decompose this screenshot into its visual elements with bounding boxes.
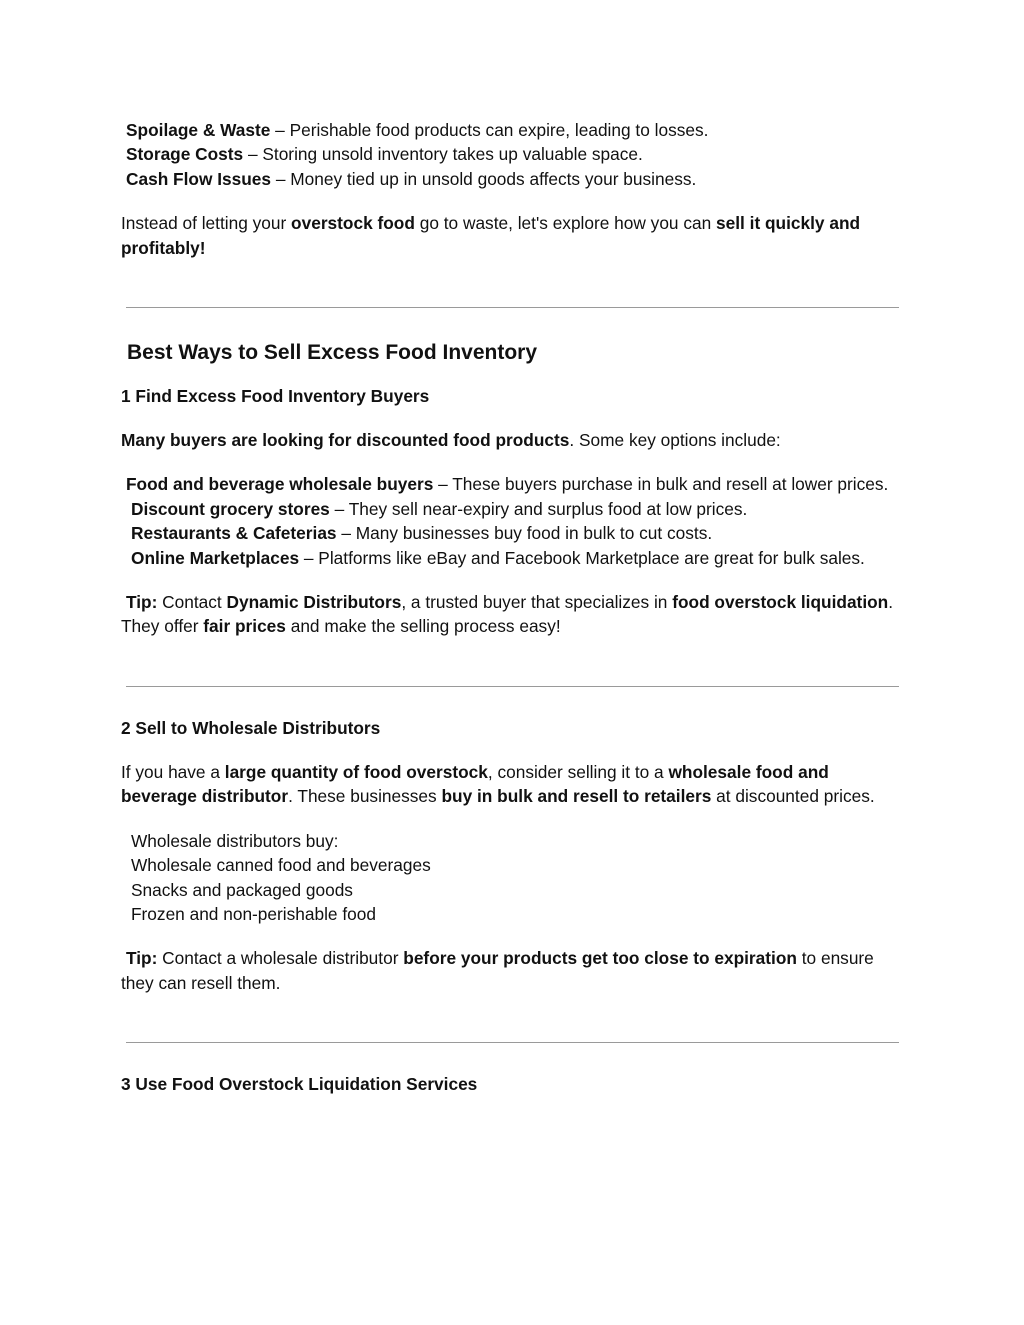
tip-bold: food overstock liquidation <box>672 592 889 613</box>
list-item <box>121 497 901 521</box>
para-text: If you have a <box>121 761 225 782</box>
para-bold: buy in bulk and resell to retailers <box>441 786 712 807</box>
tip-bold: before your products get too close to expiration <box>403 948 797 969</box>
para-text: , consider selling it to a <box>487 761 669 782</box>
intro-item <box>121 167 901 191</box>
intro-text: Instead of letting your <box>121 213 292 234</box>
tip-text: Contact a wholesale distributor <box>157 948 404 969</box>
distributor-list <box>121 829 901 927</box>
intro-text: go to waste, let's explore how you can <box>414 213 717 234</box>
para-bold: wholesale food and beverage distributor <box>121 761 829 807</box>
tip-text: . They offer <box>121 592 894 637</box>
section-title: Best Ways to Sell Excess Food Inventory <box>127 341 538 365</box>
list-item-term: Discount grocery stores <box>131 498 330 519</box>
intro-item-desc: – Money tied up in unsold goods affects your business. <box>271 168 697 189</box>
intro-item-desc: – Perishable food products can expire, leading to losses. <box>270 120 709 140</box>
para-text: . These businesses <box>288 786 442 807</box>
intro-item-desc: – Storing unsold inventory takes up valuable space. <box>243 144 643 165</box>
list-item <box>121 472 901 496</box>
subsection-heading: 1 Find Excess Food Inventory Buyers <box>121 386 430 407</box>
tip-paragraph <box>121 946 901 995</box>
subsection-heading: 3 Use Food Overstock Liquidation Services <box>121 1074 478 1095</box>
intro-list <box>121 118 901 191</box>
section-divider <box>126 686 899 687</box>
list-item: Snacks and packaged goods <box>131 879 353 900</box>
para-text: at discounted prices. <box>711 786 875 807</box>
lead-text: . Some key options include: <box>569 430 781 451</box>
intro-bold: overstock food <box>291 213 415 234</box>
para-bold: large quantity of food overstock <box>224 761 488 782</box>
tip-text: , a trusted buyer that specializes in <box>401 592 673 613</box>
intro-item-term: Cash Flow Issues <box>126 168 272 189</box>
subsection-lead <box>121 428 901 452</box>
list-item-term: Food and beverage wholesale buyers <box>126 474 434 495</box>
list-item-desc: – Platforms like eBay and Facebook Marketplace are great for bulk sales. <box>299 547 865 568</box>
tip-text: to ensure they can resell them. <box>121 948 874 993</box>
tip-label: Tip: <box>126 592 158 613</box>
lead-bold: Many buyers are looking for discounted food products <box>121 430 570 451</box>
list-item <box>121 546 901 570</box>
list-item-desc: – These buyers purchase in bulk and resell at lower prices. <box>433 474 889 495</box>
tip-bold: fair prices <box>203 616 286 637</box>
intro-item-term: Storage Costs <box>126 144 244 165</box>
list-item-term: Restaurants & Cafeterias <box>131 523 337 544</box>
intro-item <box>121 118 901 142</box>
intro-paragraph <box>121 211 901 260</box>
intro-bold: sell it quickly and profitably! <box>121 213 861 258</box>
intro-item-term: Spoilage & Waste <box>126 120 271 140</box>
tip-paragraph <box>121 590 901 639</box>
section-divider <box>126 1042 899 1043</box>
tip-text: and make the selling process easy! <box>285 616 561 637</box>
list-item-term: Online Marketplaces <box>131 547 300 568</box>
section-divider <box>126 307 899 308</box>
list-item: Wholesale canned food and beverages <box>131 855 431 876</box>
list-item: Frozen and non-perishable food <box>131 903 376 924</box>
list-intro: Wholesale distributors buy: <box>131 830 339 851</box>
list-item-desc: – Many businesses buy food in bulk to cut costs. <box>336 523 713 544</box>
list-item <box>121 521 901 545</box>
buyer-list <box>121 472 901 570</box>
tip-text: Contact <box>157 592 227 613</box>
intro-item <box>121 142 901 166</box>
tip-label: Tip: <box>126 948 158 969</box>
document-page <box>121 118 901 1096</box>
subsection-heading: 2 Sell to Wholesale Distributors <box>121 717 381 738</box>
subsection-paragraph <box>121 760 901 809</box>
list-item-desc: – They sell near-expiry and surplus food at low prices. <box>329 498 748 519</box>
tip-bold: Dynamic Distributors <box>226 592 402 613</box>
